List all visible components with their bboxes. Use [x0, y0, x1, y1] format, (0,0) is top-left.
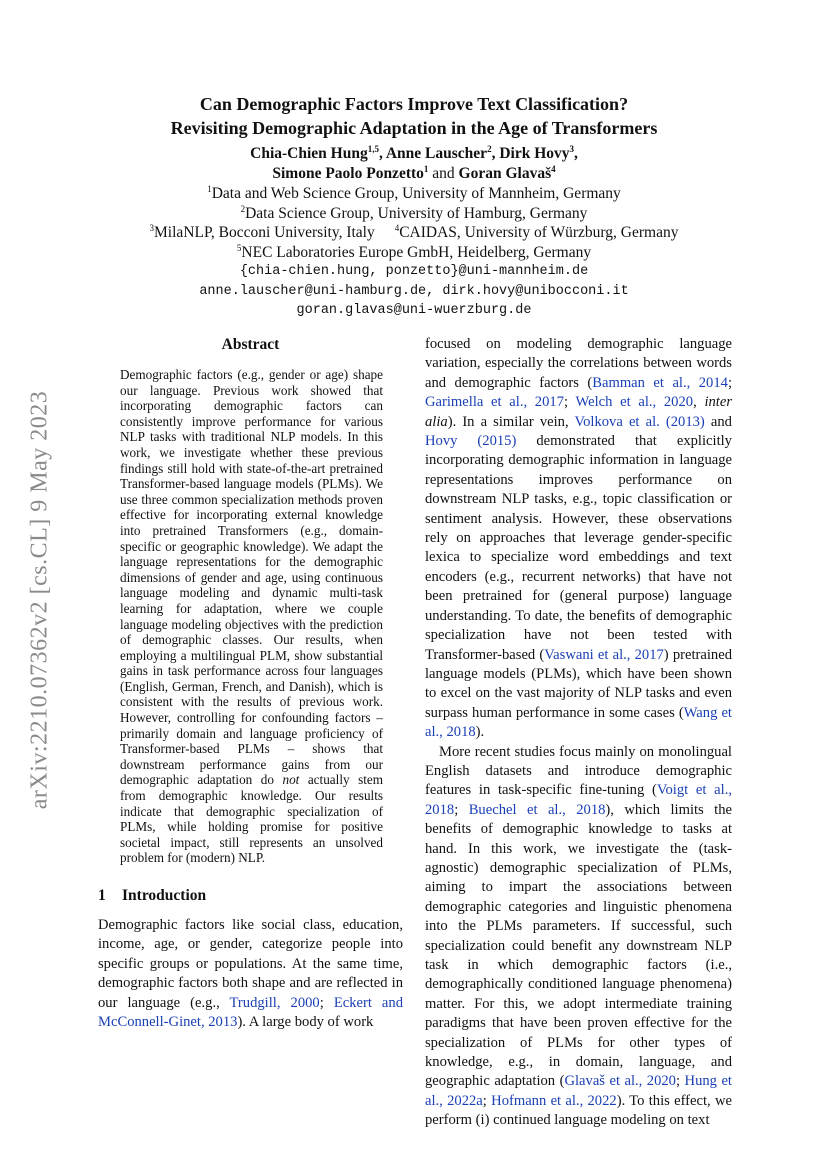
author-list: Chia-Chien Hung$^{1,5}$, Anne Lauscher$^2$, Dirk Hovy$^3$, Simone Paolo Ponzetto$^1$ and Goran Glavaš$^4$: [250, 143, 578, 182]
text-run: ;: [454, 801, 469, 818]
affil-text: NEC Laboratories Europe GmbH, Heidelberg, Germany: [241, 243, 592, 261]
section-number: 1: [98, 887, 106, 904]
citation-link[interactable]: Eckert and McConnell-Ginet, 2013: [98, 994, 403, 1031]
citation-link[interactable]: Garimella et al., 2017: [425, 394, 564, 411]
citation-link[interactable]: Hung et al., 2022a: [425, 1073, 732, 1109]
text-run: ;: [482, 1092, 492, 1109]
text-run: ;: [727, 374, 733, 391]
affil-text: Data Science Group, University of Hamburg, Germany: [245, 204, 588, 222]
title-line-2: Revisiting Demographic Adaptation in the Age of Transformers: [170, 118, 658, 138]
author-emails: [0, 262, 828, 321]
author-name: Chia-Chien Hung: [250, 145, 368, 162]
abstract-emphasis: not: [282, 772, 300, 788]
abstract-part: actually stem from demographic knowledge. Our results indicate that demographic specialization of PLMs, while holding promise for positive societal impact, still represents an unsolved problem for (modern) NLP.: [120, 772, 383, 866]
author-name: Simone Paolo Ponzetto: [272, 165, 424, 182]
author-affil-mark: 2: [487, 143, 492, 154]
affil-mark: 1: [207, 183, 212, 194]
abstract-text: [120, 367, 383, 866]
text-run: and: [704, 413, 732, 430]
arxiv-sidebar: [10, 350, 70, 850]
and-word: and: [432, 165, 455, 182]
author-affil-mark: 4: [551, 163, 556, 174]
citation-link[interactable]: Welch et al., 2020: [575, 394, 694, 411]
text-run: ;: [319, 994, 334, 1011]
affiliation-2: [0, 204, 828, 224]
affil-text: MilaNLP, Bocconi University, Italy: [154, 224, 375, 241]
citation-link[interactable]: Glavaš et al., 2020: [564, 1073, 676, 1090]
paper-title: [0, 92, 828, 140]
intro-paragraph-1: [98, 916, 403, 1032]
affiliation-3-4: [0, 223, 828, 243]
text-run: ). A large body of work: [237, 1014, 374, 1031]
text-emphasis: inter alia: [425, 394, 733, 430]
author-name: Goran Glavaš: [458, 165, 552, 182]
right-paragraph-1: [425, 335, 732, 743]
author-affil-mark: 1,5: [367, 143, 379, 154]
text-run: ).: [475, 724, 485, 741]
abstract-heading: Abstract: [221, 336, 280, 353]
text-run: ) pretrained language models (PLMs), which have been shown to excel on the vast majority of NLP tasks and even surpass human performance in some cases (: [425, 646, 732, 721]
affil-mark: 3: [149, 222, 155, 233]
right-paragraph-2: [425, 743, 732, 1131]
paper-header: [0, 92, 828, 321]
left-column: [98, 335, 403, 1032]
citation-link[interactable]: Trudgill, 2000: [229, 994, 320, 1011]
author-name: Dirk Hovy: [499, 145, 570, 162]
email-line-2: anne.lauscher@uni-hamburg.de, dirk.hovy@unibocconi.it: [199, 283, 629, 299]
text-run: demonstrated that explicitly incorporating demographic information in language representations improves performance on downstream NLP tasks, e.g., topic classification or sentiment analysis. However, these observations rely on approaches that leverage gender-specific lexica to specialize word embeddings and text encoders (e.g., recurrent networks) that have not been pretrained for (general purpose) language understanding. To date, the benefits of demographic specialization have not been tested with Transformer-based (: [425, 433, 732, 663]
citation-link[interactable]: Buechel et al., 2018: [468, 801, 606, 818]
text-run: focused on modeling demographic language variation, especially the correlations between words and demographic factors (: [425, 336, 732, 391]
right-column: [425, 335, 732, 1131]
arxiv-identifier: arXiv:2210.07362v2 [cs.CL] 9 May 2023: [26, 390, 53, 810]
citation-link[interactable]: Wang et al., 2018: [425, 704, 732, 741]
affil-mark: 4: [394, 222, 400, 233]
citation-link[interactable]: Voigt et al., 2018: [425, 782, 732, 818]
email-line-3: goran.glavas@uni-wuerzburg.de: [296, 303, 532, 318]
citation-link[interactable]: Hofmann et al., 2022: [491, 1092, 617, 1109]
affiliations: [0, 184, 828, 262]
text-run: ;: [675, 1073, 685, 1090]
text-run: Demographic factors like social class, education, income, age, or gender, categorize people into specific groups or populations. At the same time, demographic factors both shape and are reflected in our language (e.g.,: [98, 917, 403, 1011]
text-run: ), which limits the benefits of demographic knowledge to tasks at hand. In this work, we investigate the (task-agnostic) demographic specialization of PLMs, aiming to impart the associations between demographic categories and linguistic phenomena into the PLMs parameters. If successful, such specialization could benefit any downstream NLP task in which demographic factors (i.e., demographically conditioned language phenomena) matter. For this, we adopt intermediate training paradigms that have been proven effective for the specialization of PLMs for other types of knowledge, e.g., in domain, language, and geographic adaptation (: [425, 801, 733, 1090]
author-affil-mark: 1: [423, 163, 429, 174]
text-run: ,: [693, 394, 705, 411]
title-line-1: Can Demographic Factors Improve Text Classification?: [199, 94, 629, 114]
section-title: Introduction: [122, 887, 207, 904]
citation-link[interactable]: Hovy (2015): [425, 433, 517, 450]
citation-link[interactable]: Bamman et al., 2014: [592, 374, 728, 391]
author-affil-mark: 3: [569, 143, 574, 154]
text-run: ;: [564, 394, 576, 411]
affil-mark: 5: [236, 242, 242, 253]
affil-mark: 2: [240, 203, 246, 214]
affiliation-1: [0, 184, 828, 204]
text-run: ). To this effect, we perform (i) continued language modeling on text: [425, 1092, 732, 1129]
citation-link[interactable]: Vaswani et al., 2017: [544, 646, 664, 663]
author-name: Anne Lauscher: [385, 145, 488, 162]
email-line-1: {chia-chien.hung, ponzetto}@uni-mannheim.de: [239, 264, 589, 279]
affil-text: CAIDAS, University of Würzburg, Germany: [399, 224, 679, 241]
text-run: ). In a similar vein,: [447, 413, 575, 430]
text-run: More recent studies focus mainly on monolingual English datasets and introduce demographic features in task-specific fine-tuning (: [425, 743, 732, 799]
affiliation-5: [0, 243, 828, 263]
abstract-part: Demographic factors (e.g., gender or age) shape our language. Previous work showed that incorporating demographic factors can consistently improve performance for various NLP tasks with traditional NLP models. In this work, we investigate whether these previous findings still hold with state-of-the-art pretrained Transformer-based language models (PLMs). We use three common specialization methods proven effective for incorporating external knowledge into pretrained Transformers (e.g., domain-specific or geographic knowledge). We adapt the language representations for the demographic dimensions of gender and age, using continuous language modeling and dynamic multi-task learning for adaptation, where we couple language modeling objectives with the prediction of demographic classes. Our results, when employing a multilingual PLM, show substantial gains in task performance across four languages (English, German, French, and Danish), which is consistent with the results of previous work. However, controlling for confounding factors – primarily domain and language proficiency of Transformer-based PLMs – shows that downstream performance gains from our demographic adaptation do: [120, 367, 383, 788]
section-heading-introduction: [98, 886, 403, 906]
citation-link[interactable]: Volkova et al. (2013): [574, 413, 705, 430]
affil-text: Data and Web Science Group, University of Mannheim, Germany: [211, 185, 621, 202]
